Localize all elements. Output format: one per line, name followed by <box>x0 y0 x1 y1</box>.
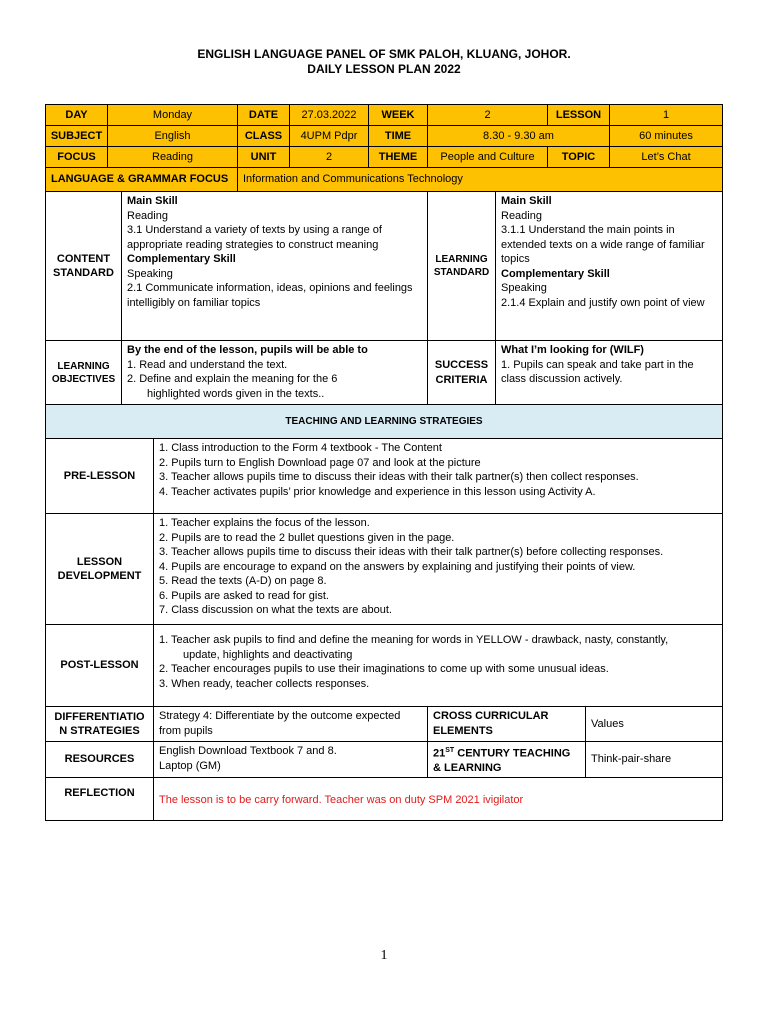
post-lesson-body <box>153 624 723 707</box>
lesson-label: LESSON <box>547 104 610 126</box>
cs-comp-skill: Speaking <box>127 267 173 280</box>
topic-value: Let’s Chat <box>609 146 723 168</box>
date-value: 27.03.2022 <box>289 104 369 126</box>
learning-standard-label-text: LEARNING STANDARD <box>433 254 490 278</box>
subject-label: SUBJECT <box>45 125 108 147</box>
development-item: 4. Pupils are encourage to expand on the answers by explaining and justifying their points of view. <box>159 560 636 573</box>
focus-value: Reading <box>107 146 238 168</box>
development-item: 6. Pupils are asked to read for gist. <box>159 589 329 602</box>
success-criteria-label <box>427 340 496 405</box>
c21-label-text: CENTURY TEACHING & LEARNING <box>433 747 571 775</box>
ls-comp-heading: Complementary Skill <box>501 267 610 280</box>
cs-main-skill: Reading <box>127 209 168 222</box>
subject-value: English <box>107 125 238 147</box>
success-heading: What I’m looking for (WILF) <box>501 344 644 356</box>
lesson-development-body <box>153 513 723 625</box>
panel-title: ENGLISH LANGUAGE PANEL OF SMK PALOH, KLUANG, JOHOR. <box>197 47 571 61</box>
time-value: 8.30 - 9.30 am <box>427 125 610 147</box>
pre-lesson-item: 3. Teacher allows pupils time to discuss their ideas with their talk partner(s) then collect responses. <box>159 471 639 483</box>
week-label: WEEK <box>368 104 428 126</box>
development-item: 5. Read the texts (A-D) on page 8. <box>159 575 327 587</box>
ls-comp-text: 2.1.4 Explain and justify own point of view <box>501 296 705 309</box>
ls-main-skill-heading: Main Skill <box>501 195 552 207</box>
century-teaching-value: Think-pair-share <box>585 741 723 778</box>
pre-lesson-item: 4. Teacher activates pupils’ prior knowledge and experience in this lesson using Activity A. <box>159 485 596 498</box>
success-criteria-label-text: SUCCESS CRITERIA <box>434 359 489 386</box>
language-focus-value: Information and Communications Technology <box>237 167 723 192</box>
unit-label: UNIT <box>237 146 290 168</box>
time-label: TIME <box>368 125 428 147</box>
resource-1: English Download Textbook 7 and 8. <box>159 745 337 757</box>
class-value: 4UPM Pdpr <box>289 125 369 147</box>
page-number: 1 <box>380 948 388 963</box>
differentiation-label-text: DIFFERENTIATIO N STRATEGIES <box>54 710 145 737</box>
differentiation-value: Strategy 4: Differentiate by the outcome expected from pupils <box>153 706 428 742</box>
week-value: 2 <box>427 104 548 126</box>
topic-label: TOPIC <box>547 146 610 168</box>
content-standard-label <box>45 191 122 341</box>
lesson-development-label-text: LESSON DEVELOPMENT <box>57 555 142 582</box>
content-standard-label-text: CONTENT STANDARD <box>53 252 114 279</box>
resources-body <box>153 741 428 778</box>
cs-main-text: 3.1 Understand a variety of texts by using a range of appropriate reading strategies to construct meaning <box>127 224 382 251</box>
post-lesson-item-3: 3. When ready, teacher collects responses. <box>159 677 370 690</box>
learning-standard-label <box>427 191 496 341</box>
cs-comp-heading: Complementary Skill <box>127 253 236 265</box>
resource-2: Laptop (GM) <box>159 759 221 772</box>
duration-value: 60 minutes <box>609 125 723 147</box>
language-focus-label: LANGUAGE & GRAMMAR FOCUS <box>45 167 238 192</box>
c21-number: 21 <box>433 747 446 760</box>
post-lesson-item-1: 1. Teacher ask pupils to find and define the meaning for words in YELLOW - drawback, nasty, constantly, <box>159 634 669 646</box>
document-title <box>0 47 768 77</box>
focus-label: FOCUS <box>45 146 108 168</box>
cross-curricular-value: Values <box>585 706 723 742</box>
learning-objectives-body <box>121 340 428 405</box>
pre-lesson-item: 1. Class introduction to the Form 4 textbook - The Content <box>159 442 442 454</box>
class-label: CLASS <box>237 125 290 147</box>
objectives-heading: By the end of the lesson, pupils will be able to <box>127 344 368 356</box>
unit-value: 2 <box>289 146 369 168</box>
c21-superscript: ST <box>445 747 455 754</box>
success-criteria-body <box>495 340 723 405</box>
development-item: 3. Teacher allows pupils time to discuss their ideas with their talk partner(s) before collecting responses. <box>159 546 664 558</box>
cs-comp-text: 2.1 Communicate information, ideas, opinions and feelings intelligibly on familiar topics <box>127 282 413 309</box>
ls-main-skill: Reading <box>501 209 542 222</box>
learning-standard-body <box>495 191 723 341</box>
lesson-value: 1 <box>609 104 723 126</box>
learning-objectives-label <box>45 340 122 405</box>
development-item: 7. Class discussion on what the texts are about. <box>159 604 392 616</box>
post-lesson-label: POST-LESSON <box>45 624 154 707</box>
ls-comp-skill: Speaking <box>501 282 547 294</box>
cs-main-skill-heading: Main Skill <box>127 195 178 207</box>
cross-curricular-label: CROSS CURRICULAR ELEMENTS <box>427 706 586 742</box>
learning-objectives-label-text: LEARNING OBJECTIVES <box>51 360 116 385</box>
development-item: 2. Pupils are to read the 2 bullet questions given in the page. <box>159 531 455 544</box>
success-1: 1. Pupils can speak and take part in the class discussion actively. <box>501 358 694 385</box>
day-value: Monday <box>107 104 238 126</box>
century-teaching-label <box>427 741 586 778</box>
pre-lesson-body <box>153 438 723 514</box>
objective-2: 2. Define and explain the meaning for the 6 <box>127 373 338 385</box>
post-lesson-item-1-cont: update, highlights and deactivating <box>183 648 353 661</box>
reflection-label: REFLECTION <box>45 777 154 821</box>
theme-label: THEME <box>368 146 428 168</box>
content-standard-body <box>121 191 428 341</box>
reflection-text: The lesson is to be carry forward. Teacher was on duty SPM 2021 ivigilator <box>153 777 723 821</box>
objective-2-cont: highlighted words given in the texts.. <box>147 387 325 400</box>
objective-1: 1. Read and understand the text. <box>127 358 288 371</box>
date-label: DATE <box>237 104 290 126</box>
differentiation-label <box>45 706 154 742</box>
strategies-header: TEACHING AND LEARNING STRATEGIES <box>45 404 723 439</box>
pre-lesson-item: 2. Pupils turn to English Download page 07 and look at the picture <box>159 456 481 469</box>
pre-lesson-label: PRE-LESSON <box>45 438 154 514</box>
ls-main-text: 3.1.1 Understand the main points in extended texts on a wide range of familiar topics <box>501 224 705 265</box>
day-label: DAY <box>45 104 108 126</box>
plan-title: DAILY LESSON PLAN 2022 <box>307 62 461 76</box>
lesson-development-label <box>45 513 154 625</box>
development-item: 1. Teacher explains the focus of the lesson. <box>159 517 370 529</box>
theme-value: People and Culture <box>427 146 548 168</box>
post-lesson-item-2: 2. Teacher encourages pupils to use their imaginations to come up with some unusual ideas. <box>159 663 609 675</box>
resources-label: RESOURCES <box>45 741 154 778</box>
